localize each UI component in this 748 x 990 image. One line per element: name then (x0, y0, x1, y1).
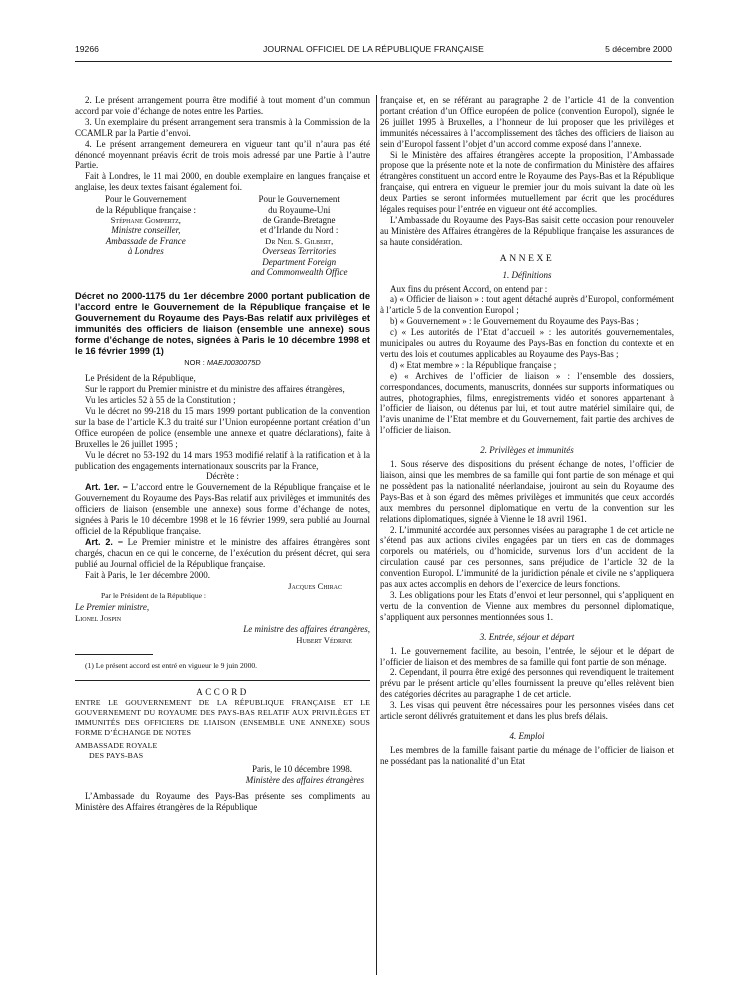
section-title-definitions: 1. Définitions (502, 269, 552, 280)
accord-subtitle: ENTRE LE GOUVERNEMENT DE LA RÉPUBLIQUE FRANÇAISE ET LE GOUVERNEMENT DU ROYAUME DES PAYS-BAS RELATIF AUX PRIVILÈGES ET IMMUNITÉS DES OFFICIERS DE LIAISON (ENSEMBLE UNE ANNEXE) SOUS FORME D’ÉCHANGE DE NOTES (75, 697, 370, 738)
signatory-line: du Royaume-Uni (268, 204, 331, 215)
signatory-line: Pour le Gouvernement (105, 194, 187, 205)
privileges-paragraph: 3. Les obligations pour les Etats d’envoi et leur personnel, qui s’appliquent en vertu de la convention de Vienne aux membres du personnel diplomatique, s’appliquent aux personnes mentionnées sous 1. (380, 589, 674, 622)
entree-paragraph: 1. Le gouvernement facilite, au besoin, l’entrée, le séjour et le départ de l’officier de liaison et des membres de sa famille qui font partie de son ménage. (380, 645, 674, 667)
decret-title: Décret no 2000-1175 du 1er décembre 2000 portant publication de l’accord entre le Gouvernement de la République française et le Gouvernement du Royaume des Pays-Bas relatif aux privilèges et immunités des officiers de liaison (ensemble une annexe) sous forme d’échange de notes, signées à Paris le 10 décembre 1998 et le 16 février 1999 (1) (75, 291, 370, 357)
article-1-label: Art. 1er. − (85, 482, 128, 493)
signatory-title: and Commonwealth Office (250, 267, 348, 277)
paris-date: Paris, le 10 décembre 1998. (252, 764, 352, 774)
emploi-paragraph: Les membres de la famille faisant partie du ménage de l’officier de liaison et ne possédant pas la nationalité d’un Etat (380, 744, 674, 766)
signature-uk (228, 194, 370, 277)
definition-item: a) « Officier de liaison » : tout agent détaché auprès d’Europol, conformément à l’article 5 de la convention Europol ; (380, 294, 674, 316)
arrangement-paragraph: 4. Le présent arrangement demeurera en vigueur tant qu’il n’aura pas été dénoncé moyennant préavis écrit de trois mois adressé par une Partie à l’autre Partie. (75, 138, 370, 171)
intro-paragraph: Si le Ministère des affaires étrangères accepte la proposition, l’Ambassade propose que la présente note et la note de confirmation du Ministère des affaires étrangères constituent un accord entre le Royaume des Pays-Bas et la République française, qui entrera en vigueur le premier jour du mois suivant la date où les deux Parties se seront informées mutuellement par écrit que les procédures légales requises pour l’entrée en vigueur ont été accomplies. (380, 149, 674, 215)
page-number: 19266 (75, 44, 99, 54)
decrete-line: Décrète : (206, 471, 239, 482)
preamble-line: Vu le décret no 99-218 du 15 mars 1999 portant publication de la convention sur la base de l’article K.3 du traité sur l’Union européenne portant création d’un Office européen de police (ensemble une annexe et quatre déclarations), faite à Bruxelles le 26 juillet 1995 ; (75, 406, 370, 449)
arrangement-paragraph: 3. Un exemplaire du présent arrangement sera transmis à la Commission de la CCAMLR par la Partie d’envoi. (75, 116, 370, 138)
arrangement-paragraph: 2. Le présent arrangement pourra être modifié à tout moment d’un commun accord par voie d’échange de notes entre les Parties. (75, 95, 370, 116)
ambassade-line: DES PAYS-BAS (89, 750, 144, 760)
annexe-heading: ANNEXE (499, 252, 555, 264)
signatory-line: de Grande-Bretagne (262, 214, 336, 225)
article-2-text: Le Premier ministre et le ministre des affaires étrangères sont chargés, chacun en ce qui le concerne, de l’exécution du présent décret, qui sera publié au Journal officiel de la République française. (75, 536, 370, 569)
preamble-line: Sur le rapport du Premier ministre et du ministre des affaires étrangères, (85, 384, 345, 395)
signatory-name: Stéphane Gompertz, (110, 214, 181, 225)
ambassade-paragraph: L’Ambassade du Royaume des Pays-Bas présente ses compliments au Ministère des Affaires étrangères de la République (75, 790, 370, 812)
ministere-line: Ministère des affaires étrangères (245, 774, 364, 785)
arrangement-paragraph: Fait à Londres, le 11 mai 2000, en double exemplaire en langues française et anglaise, les deux textes faisant également foi. (75, 171, 370, 193)
par-le-president: Par le Président de la République : (101, 591, 207, 601)
section-title-privileges: 2. Privilèges et immunités (480, 445, 574, 456)
signatory-title: à Londres (127, 246, 164, 257)
signature-block (75, 194, 370, 277)
definition-item: c) « Les autorités de l’Etat d’accueil » : les autorités gouvernementales, municipales ou autres du Royaume des Pays-Bas en fonction du contexte et en vertu des lois et coutumes applicables au Royaume des Pays-Bas ; (380, 327, 674, 359)
footnote-rule (75, 654, 153, 655)
premier-ministre-name: Lionel Jospin (75, 613, 122, 624)
accord-heading: ACCORD (196, 686, 249, 697)
signatory-title: Department Foreign (262, 256, 337, 267)
article-2-label: Art. 2. − (85, 536, 124, 547)
signatory-name: Dr Neil S. Gilbert, (265, 235, 334, 246)
signatory-line: et d’Irlande du Nord : (259, 225, 339, 236)
signatory-title: Ministre conseiller, (111, 225, 181, 236)
nor-value: MAEJ0030075D (206, 358, 261, 368)
signature-france (75, 194, 217, 277)
nor-label: NOR : (184, 358, 205, 368)
entree-paragraph: 3. Les visas qui peuvent être nécessaires pour les personnes visées dans cet article seront délivrés gratuitement et dans les plus brefs délais. (380, 700, 674, 722)
section-title-entree: 3. Entrée, séjour et départ (479, 631, 575, 642)
ambassade-line: AMBASSADE ROYALE (75, 740, 158, 750)
journal-title: JOURNAL OFFICIEL DE LA RÉPUBLIQUE FRANÇAISE (263, 44, 484, 54)
definitions-intro: Aux fins du présent Accord, on entend par : (390, 283, 548, 294)
separator-rule (75, 680, 370, 681)
intro-paragraph: française et, en se référant au paragraphe 2 de l’article 41 de la convention portant création d’un Office européen de police (convention Europol), signée le 26 juillet 1995 à Bruxelles, a l’honneur de lui proposer que les privilèges et immunités nécessaires à l’accomplissement des tâches des officiers de liaison au sein d’Europol fassent l’objet d’un accord comme exposé dans l’annexe. (380, 95, 674, 149)
preamble-line: Vu le décret no 53-192 du 14 mars 1953 modifié relatif à la ratification et à la publication des engagements internationaux souscrits par la France, (75, 449, 370, 471)
signature-president: Jacques Chirac (288, 580, 342, 591)
intro-paragraph: L’Ambassade du Royaume des Pays-Bas saisit cette occasion pour renouveler au Ministère des Affaires étrangères de la République française les assurances de sa haute considération. (380, 214, 674, 247)
footnote: (1) Le présent accord est entré en vigueur le 9 juin 2000. (85, 660, 258, 670)
left-column (75, 95, 370, 813)
nor-reference (75, 358, 370, 369)
definition-item: b) « Gouvernement » : le Gouvernement du Royaume des Pays-Bas ; (390, 316, 639, 327)
premier-ministre-title: Le Premier ministre, (75, 602, 150, 613)
definition-item: d) « Etat membre » : la République française ; (390, 359, 557, 370)
definition-item: e) « Archives de l’officier de liaison » : l’ensemble des dossiers, correspondances, documents, manuscrits, données sur supports informatiques ou autres, photographies, films, enregistrements vidéo et sonores appartenant à l’officier de liaison, ou détenus par lui, et tout autre matériel similaire qui, de l’avis unanime de l’Etat membre et du Gouvernement, fait partie des archives de l’officier de liaison. (380, 370, 674, 436)
column-divider (376, 95, 377, 975)
signatory-title: Ambassade de France (105, 235, 186, 246)
privileges-paragraph: 2. L’immunité accordée aux personnes visées au paragraphe 1 de cet article ne s’étend pas aux actions civiles engagées par un tiers en cas de dommages corporels ou matériels, ou d’homicide, survenus lors d’un accident de la circulation causé par ces personnes, sans préjudice de l’article 32 de la convention Europol. L’immunité de la juridiction pénale et civile ne s’appliquera pas aux actes accomplis en dehors de l’exercice de leurs fonctions. (380, 524, 674, 590)
article-1-text: L’accord entre le Gouvernement de la République française et le Gouvernement du Royaume des Pays-Bas relatif aux privilèges et immunités des officiers de liaison (ensemble une annexe) sous forme d’échange de notes, signées à Paris le 10 décembre 1998 et le 16 février 1999, sera publié au Journal officiel de la République française. (75, 482, 371, 536)
preamble-line: Vu les articles 52 à 55 de la Constitution ; (85, 395, 236, 406)
article-2 (75, 537, 370, 570)
signatory-line: Pour le Gouvernement (258, 194, 340, 205)
entree-paragraph: 2. Cependant, il pourra être exigé des personnes qui revendiquent le traitement prévu par le présent article qu’elles fournissent la preuve qu’elles relèvent bien des catégories décrites au paragraphe 1 de cet article. (380, 667, 674, 700)
ministre-title: Le ministre des affaires étrangères, (243, 624, 370, 635)
fait-a-paris: Fait à Paris, le 1er décembre 2000. (85, 569, 210, 580)
page-header (75, 44, 672, 62)
ministre-name: Hubert Védrine (296, 635, 352, 646)
right-column (380, 95, 674, 767)
section-title-emploi: 4. Emploi (509, 730, 545, 741)
signatory-line: de la République française : (95, 204, 197, 215)
privileges-paragraph: 1. Sous réserve des dispositions du présent échange de notes, l’officier de liaison, ainsi que les membres de sa famille qui font partie de son ménage et qui ne possèdent pas la nationalité néerlandaise, jouiront au sein du Royaume des Pays-Bas et à son égard des mêmes privilèges et immunités que ceux accordés aux membres du personnel diplomatique en vertu de la convention sur les relations diplomatiques, signée à Vienne le 18 avril 1961. (380, 459, 674, 524)
issue-date: 5 décembre 2000 (605, 44, 672, 54)
signatory-title: Overseas Territories (262, 246, 337, 257)
article-1 (75, 482, 370, 537)
preamble-line: Le Président de la République, (85, 373, 196, 384)
